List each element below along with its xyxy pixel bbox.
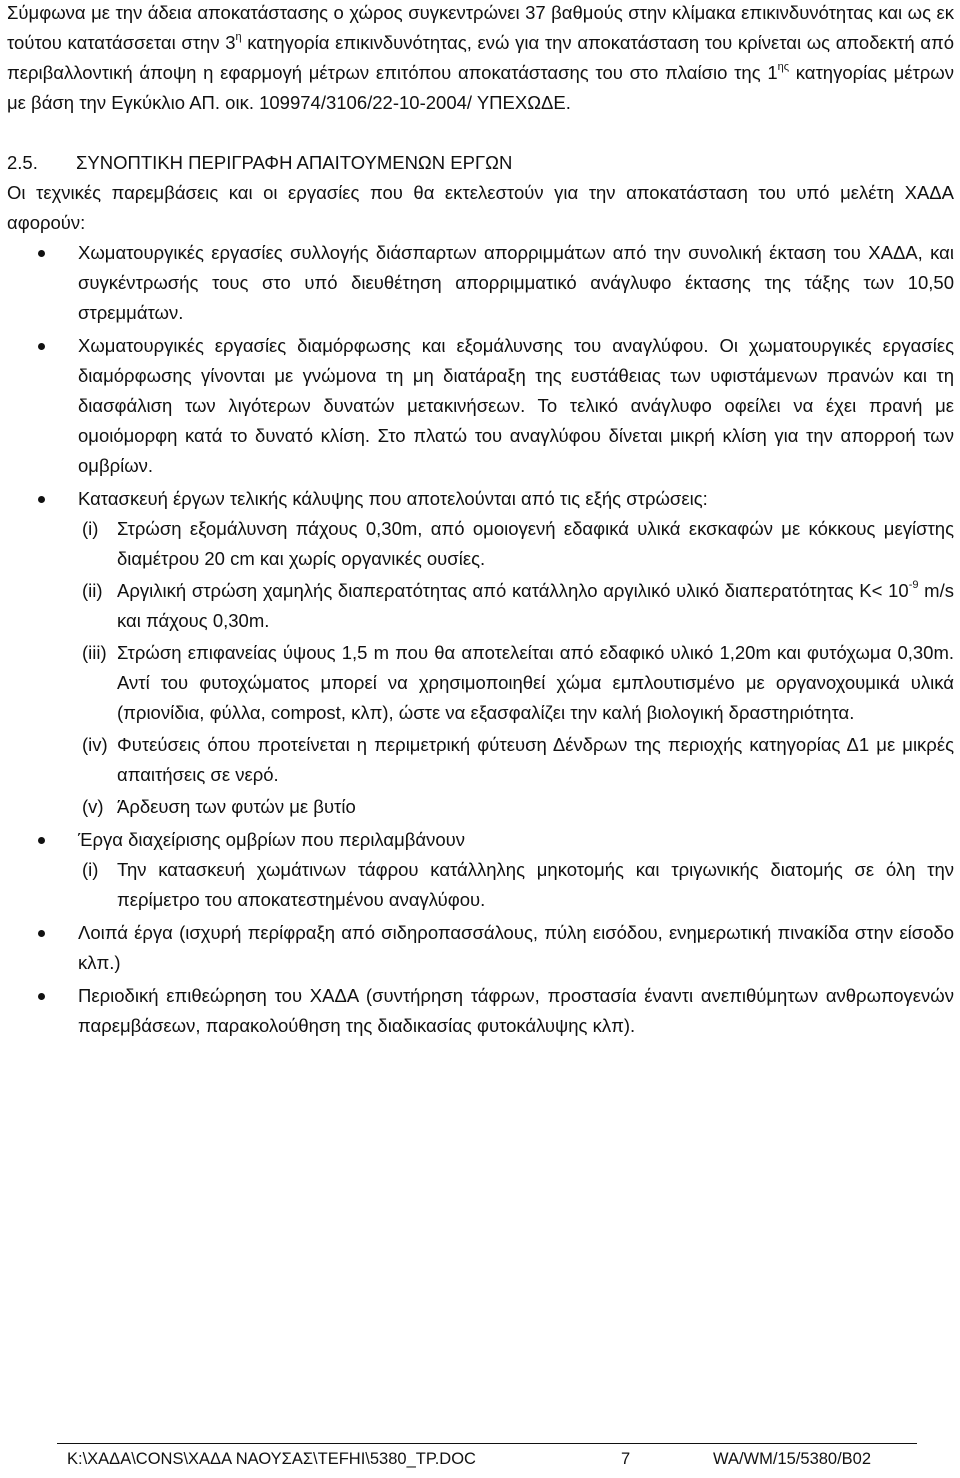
list-item — [7, 825, 954, 915]
sub-item-text: Στρώση εξομάλυνση πάχους 0,30m, από ομοιογενή εδαφικά υλικά εκσκαφών με κόκκους μεγίστης διαμέτρου 20 cm και χωρίς οργανικές ουσίες. — [117, 518, 954, 569]
list-item-text: Χωματουργικές εργασίες συλλογής διάσπαρτων απορριμμάτων από την συνολική έκταση του ΧΑΔΑ, και συγκέντρωσής τους στο υπό διευθέτηση απορριμματικό ανάγλυφο έκτασης της τάξης των 10,50 στρεμμάτων. — [78, 242, 954, 323]
sub-list-item — [78, 576, 954, 636]
bullet-icon — [38, 250, 45, 257]
sub-item-superscript: -9 — [908, 578, 919, 591]
sub-item-numeral: (v) — [82, 796, 104, 817]
sub-item-text: Αργιλική στρώση χαμηλής διαπερατότητας από κατάλληλο αργιλικό υλικό διαπερατότητας K< 10 — [117, 580, 909, 601]
section-heading — [7, 148, 954, 178]
sub-item-numeral: (iv) — [82, 734, 108, 755]
sub-item-numeral: (ii) — [82, 580, 103, 601]
bullet-icon — [38, 496, 45, 503]
footer-document-code: WA/WM/15/5380/B02 — [713, 1450, 872, 1468]
drainage-sub-list — [78, 855, 954, 915]
list-item — [7, 238, 954, 328]
bullet-icon — [38, 993, 45, 1000]
sub-item-text: Στρώση επιφανείας ύψους 1,5 m που θα αποτελείται από εδαφικό υλικό 1,20m και φυτόχωμα 0,30m. Αντί του φυτοχώματος μπορεί να χρησιμοποιηθεί χώμα εμπλουτισμένο με οργανοχουμικά υλικά (πριονίδια, φύλλα, compost, κλπ), ώστε να εξασφαλίζει την καλή βιολογική δραστηριότητα. — [117, 642, 954, 723]
sub-list-item — [78, 514, 954, 574]
sub-item-text: Φυτεύσεις όπου προτείνεται η περιμετρική φύτευση Δένδρων της περιοχής κατηγορίας Δ1 με μικρές απαιτήσεις σε νερό. — [117, 734, 954, 785]
sub-item-text: Άρδευση των φυτών με βυτίο — [117, 796, 356, 817]
list-item — [7, 331, 954, 481]
intro-paragraph — [7, 0, 954, 118]
intro-superscript-2: ης — [777, 60, 790, 73]
list-item-text: Περιοδική επιθεώρηση του ΧΑΔΑ (συντήρηση τάφρων, προστασία έναντι ανεπιθύμητων ανθρωπογενών παρεμβάσεων, παρακολούθηση της διαδικασίας φυτοκάλυψης κλπ). — [78, 985, 954, 1036]
sub-list-item — [78, 638, 954, 728]
intro-text-3: κατηγορίας μέτρων με βάση την Εγκύκλιο ΑΠ. οικ. 109974/3106/22-10-2004/ ΥΠΕΧΩΔΕ. — [7, 62, 955, 113]
section-title: ΣΥΝΟΠΤΙΚΗ ΠΕΡΙΓΡΑΦΗ ΑΠΑΙΤΟΥΜΕΝΩΝ ΕΡΓΩΝ — [76, 152, 513, 173]
sub-item-numeral: (i) — [82, 859, 99, 880]
section-number: 2.5. — [7, 152, 38, 173]
document-page — [7, 0, 954, 1044]
bullet-icon — [38, 930, 45, 937]
list-item-text: Έργα διαχείρισης ομβρίων που περιλαμβάνουν — [78, 829, 466, 850]
layers-sub-list — [78, 514, 954, 822]
sub-list-item — [78, 792, 954, 822]
section-lead-paragraph: Οι τεχνικές παρεμβάσεις και οι εργασίες που θα εκτελεστούν για την αποκατάσταση του υπό μελέτη ΧΑΔΑ αφορούν: — [7, 182, 954, 233]
sub-item-numeral: (iii) — [82, 642, 107, 663]
intro-text-1: Σύμφωνα με την άδεια αποκατάστασης ο χώρος συγκεντρώνει 37 βαθμούς στην κλίμακα επικινδυνότητας και ως εκ τούτου κατατάσσεται στην 3 — [7, 2, 954, 53]
footer-file-path: K:\ΧΑΔΑ\CONS\ΧΑΔΑ ΝΑΟΥΣΑΣ\TEFHI\5380_TP.DOC — [67, 1450, 476, 1468]
works-bullet-list — [7, 238, 954, 1041]
sub-item-numeral: (i) — [82, 518, 99, 539]
intro-text-2: κατηγορία επικινδυνότητας, ενώ για την αποκατάσταση του κρίνεται ως αποδεκτή από περιβαλλοντική άποψη η εφαρμογή μέτρων επιτόπου αποκατάστασης του στο πλαίσιο της 1 — [7, 32, 954, 83]
bullet-icon — [38, 343, 45, 350]
sub-list-item — [78, 730, 954, 790]
footer-page-number: 7 — [621, 1450, 631, 1468]
bullet-icon — [38, 837, 45, 844]
list-item — [7, 918, 954, 978]
list-item — [7, 981, 954, 1041]
sub-item-text-end: m/s και πάχους 0,30m. — [117, 580, 954, 631]
list-item-text: Χωματουργικές εργασίες διαμόρφωσης και εξομάλυνσης του αναγλύφου. Οι χωματουργικές εργασίες διαμόρφωσης γίνονται με γνώμονα τη μη διατάραξη της ευστάθειας των υφιστάμενων πρανών και τη διασφάλιση των λιγότερων δυνατών μετακινήσεων. Το τελικό ανάγλυφο οφείλει να έχει πρανή με ομοιόμορφη κατά το δυνατό κλίση. Στο πλατώ του αναγλύφου δίνεται μικρή κλίση για την απορροή των ομβρίων. — [78, 335, 954, 476]
list-item-text: Λοιπά έργα (ισχυρή περίφραξη από σιδηροπασσάλους, πύλη εισόδου, ενημερωτική πινακίδα στην είσοδο κλπ.) — [78, 922, 954, 973]
list-item-text: Κατασκευή έργων τελικής κάλυψης που αποτελούνται από τις εξής στρώσεις: — [78, 488, 708, 509]
sub-item-text: Την κατασκευή χωμάτινων τάφρου κατάλληλης μηκοτομής και τριγωνικής διατομής σε όλη την περίμετρο του αποκατεστημένου αναγλύφου. — [117, 859, 954, 910]
page-footer — [57, 1443, 917, 1478]
sub-list-item — [78, 855, 954, 915]
intro-superscript-1: η — [235, 30, 242, 43]
list-item — [7, 484, 954, 822]
